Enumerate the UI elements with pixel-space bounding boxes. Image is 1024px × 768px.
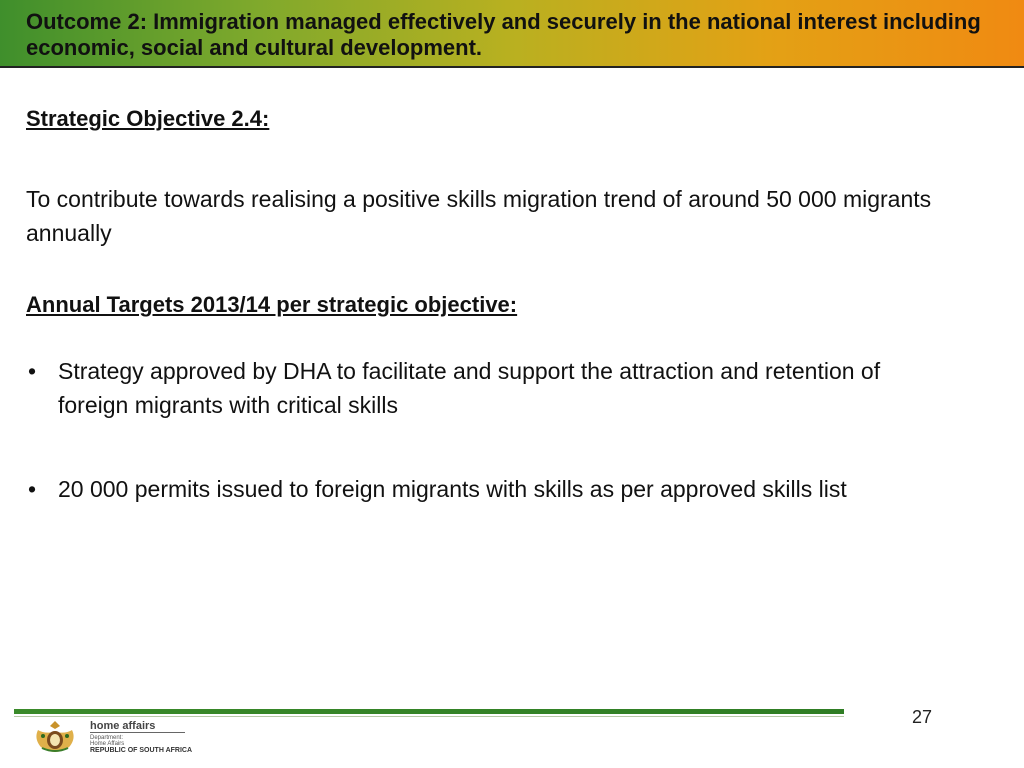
home-affairs-logo	[30, 718, 230, 754]
bullet-icon: •	[28, 358, 37, 384]
targets-list	[26, 354, 946, 506]
footer-divider	[14, 709, 844, 714]
list-item-text: 20 000 permits issued to foreign migrants with skills as per approved skills list	[58, 476, 847, 502]
list-item	[26, 354, 946, 422]
list-item-text: Strategy approved by DHA to facilitate and support the attraction and retention of foreign migrants with critical skills	[58, 358, 881, 418]
footer-divider-thin	[14, 716, 844, 717]
coat-of-arms-icon	[30, 718, 80, 754]
header-banner	[0, 0, 1024, 68]
strategic-objective-heading: Strategic Objective 2.4:	[26, 106, 270, 131]
logo-department-label: Department:	[90, 735, 124, 741]
logo-department-name: Home Affairs	[90, 741, 125, 747]
bullet-icon: •	[28, 476, 37, 502]
logo-country: REPUBLIC OF SOUTH AFRICA	[90, 747, 193, 754]
annual-targets-heading: Annual Targets 2013/14 per strategic objective:	[26, 292, 518, 317]
page-number: 27	[912, 707, 933, 727]
slide-title: Outcome 2: Immigration managed effectively and securely in the national interest including economic, social and cultural development.	[26, 9, 981, 60]
strategic-objective-text: To contribute towards realising a positive skills migration trend of around 50 000 migrants annually	[26, 186, 932, 246]
logo-brand-text: home affairs	[90, 720, 185, 733]
list-item	[26, 472, 946, 506]
